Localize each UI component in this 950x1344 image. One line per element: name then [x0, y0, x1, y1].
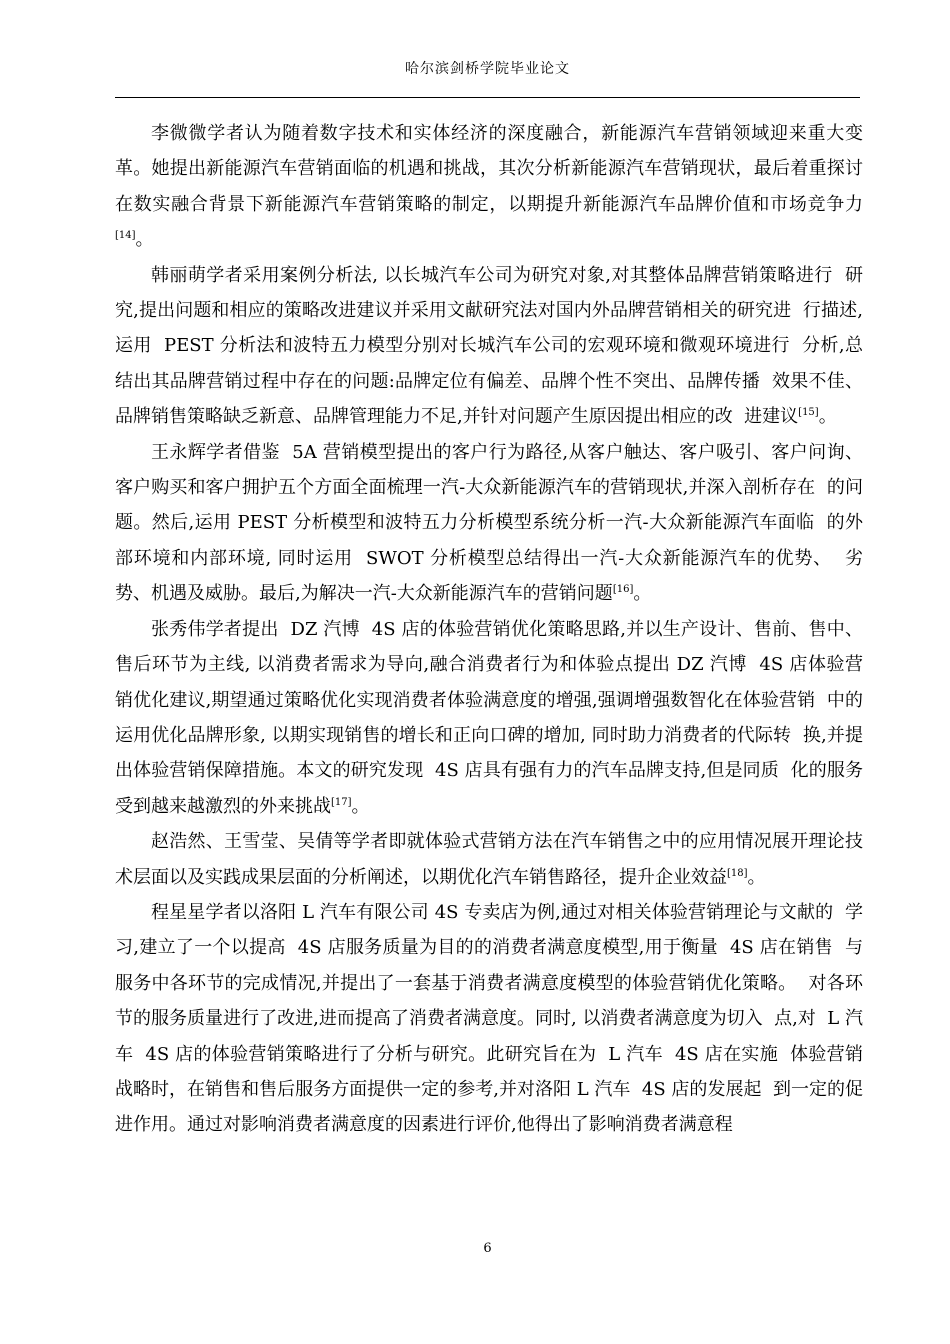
body-text — [115, 116, 875, 1143]
paragraph-suffix: 。 — [351, 795, 370, 817]
paragraph-text: 张秀伟学者提出 DZ 汽博 4S 店的体验营销优化策略思路,并以生产设计、售前、售中、 售后环节为主线, 以消费者需求为导向,融合消费者行为和体验点提出 DZ 汽博 4S 店体验营 销优化建议,期望通过策略优化实现消费者体验满意度的增强,强调增强数智化在体验营销 中的运用优化品牌形象, 以期实现销售的增长和正向口碑的增加, 同时助力消费者的代际转 换,并提出体验营销保障措施。本文的研究发现 4S 店具有强有力的汽车品牌支持,但是同质 化的服务受到越来越激烈的外来挑战 — [115, 618, 875, 817]
citation-ref: [18] — [727, 867, 748, 879]
paragraph-text: 李微微学者认为随着数字技术和实体经济的深度融合，新能源汽车营销领域迎来重大变革。她提出新能源汽车营销面临的机遇和挑战，其次分析新能源汽车营销现状，最后着重探讨在数实融合背景下新能源汽车营销策略的制定，以期提升新能源汽车品牌价值和市场竞争力 — [115, 123, 863, 215]
paragraph-text: 王永辉学者借鉴 5A 营销模型提出的客户行为路径,从客户触达、客户吸引、客户问询、 客户购买和客户拥护五个方面全面梳理一汽-大众新能源汽车的营销现状,并深入剖析存在 的问题。然后,运用 PEST 分析模型和波特五力分析模型系统分析一汽-大众新能源汽车面临 的外部环境和内部环境, 同时运用 SWOT 分析模型总结得出一汽-大众新能源汽车的优势、 劣势、机遇及威胁。最后,为解决一汽-大众新能源汽车的营销问题 — [115, 441, 875, 605]
paragraph-zhang-xiuwei — [115, 612, 875, 824]
paragraph-suffix: 。 — [135, 229, 154, 251]
paragraph-text: 韩丽萌学者采用案例分析法, 以长城汽车公司为研究对象,对其整体品牌营销策略进行 研究,提出问题和相应的策略改进建议并采用文献研究法对国内外品牌营销相关的研究进 行描述,运用 PEST 分析法和波特五力模型分别对长城汽车公司的宏观环境和微观环境进行 分析,总结出其品牌营销过程中存在的问题:品牌定位有偏差、品牌个性不突出、品牌传播 效果不佳、品牌销售策略缺乏新意、品牌管理能力不足,并针对问题产生原因提出相应的改 进建议 — [115, 264, 863, 428]
paragraph-wang-yonghui — [115, 435, 875, 612]
page-header: 哈尔滨剑桥学院毕业论文 — [405, 61, 570, 77]
citation-ref: [14] — [115, 230, 136, 242]
citation-ref: [17] — [331, 796, 352, 808]
paragraph-suffix: 。 — [633, 583, 652, 605]
paragraph-suffix: 。 — [818, 406, 837, 428]
page-number: 6 — [483, 1241, 492, 1256]
paragraph-text: 赵浩然、王雪莹、吴倩等学者即就体验式营销方法在汽车销售之中的应用情况展开理论技术层面以及实践成果层面的分析阐述，以期优化汽车销售路径，提升企业效益 — [115, 831, 863, 888]
paragraph-suffix: 。 — [747, 866, 766, 888]
paragraph-li-weiwei — [115, 116, 863, 258]
paragraph-text: 程星星学者以洛阳 L 汽车有限公司 4S 专卖店为例,通过对相关体验营销理论与文献的 学习,建立了一个以提高 4S 店服务质量为目的的消费者满意度模型,用于衡量 4S 店在销售 与服务中各环节的完成情况,并提出了一套基于消费者满意度模型的体验营销优化策略。 对各环节的服务质量进行了改进,进而提高了消费者满意度。同时, 以消费者满意度为切入 点,对 L 汽车 4S 店的体验营销策略进行了分析与研究。此研究旨在为 L 汽车 4S 店在实施 体验营销战略时，在销售和售后服务方面提供一定的参考,并对洛阳 L 汽车 4S 店的发展起 到一定的促进作用。通过对影响消费者满意度的因素进行评价,他得出了影响消费者满意程 — [115, 901, 863, 1136]
citation-ref: [16] — [612, 584, 634, 596]
header-divider — [115, 97, 860, 98]
citation-ref: [15] — [798, 407, 819, 419]
paragraph-cheng-xingxing — [115, 895, 863, 1143]
paragraph-zhao-haoran — [115, 824, 863, 895]
paragraph-han-limeng — [115, 258, 863, 435]
